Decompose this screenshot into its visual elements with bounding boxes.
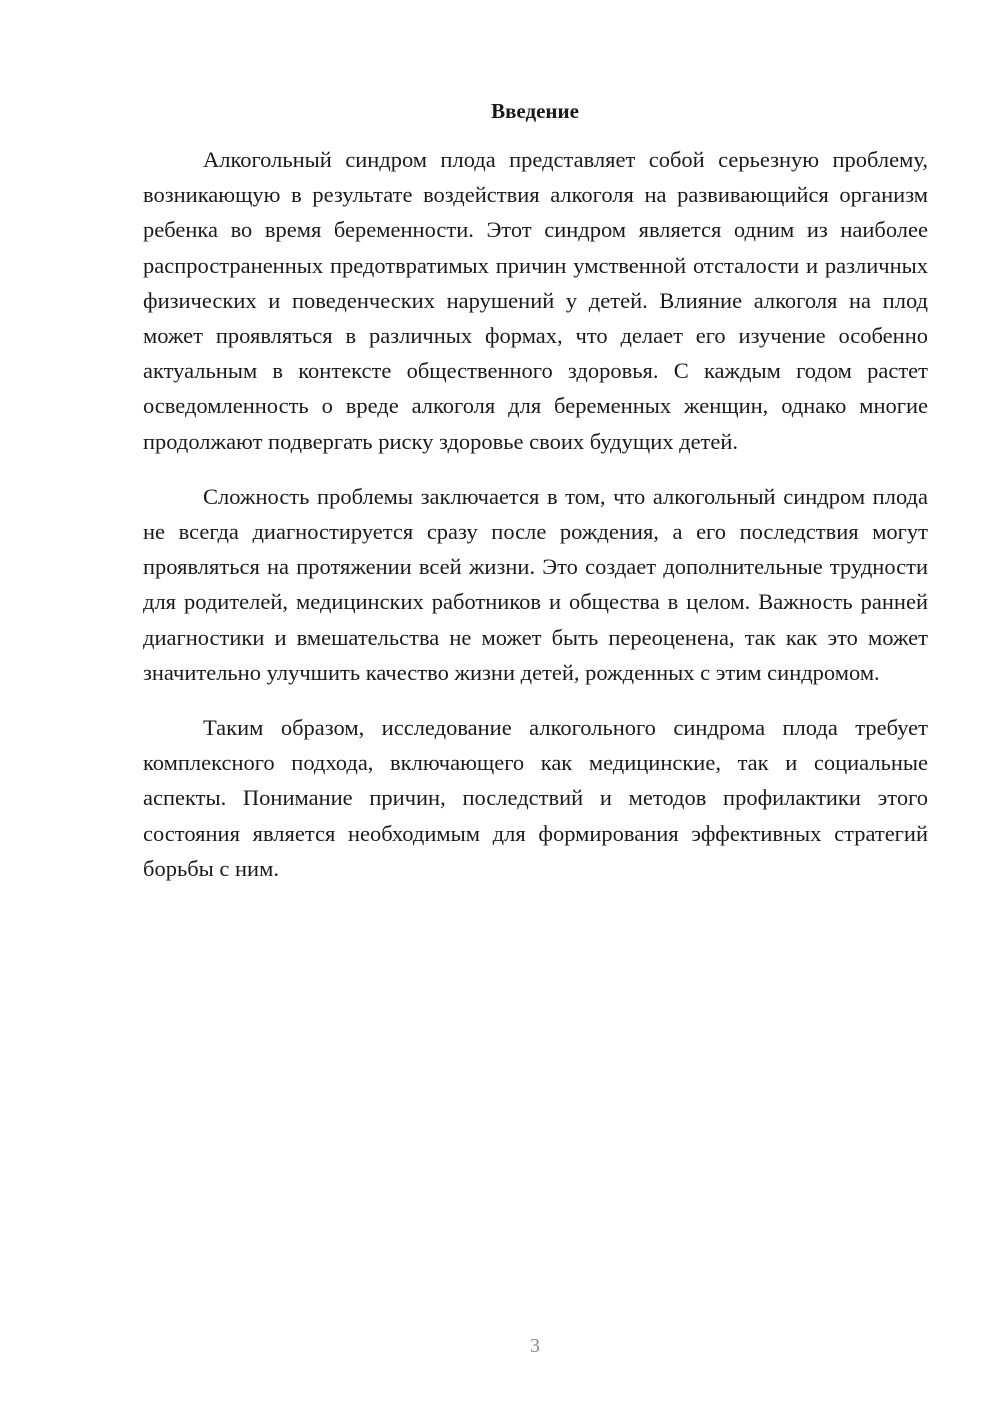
paragraph-3: Таким образом, исследование алкогольного синдрома плода требует комплексного подхода, включающего как медицинские, так и социальные аспекты. Понимание причин, последствий и методов профилактики этого состояния является необходимым для формирования эффективных стратегий борьбы с ним. bbox=[143, 715, 928, 881]
paragraph-1: Алкогольный синдром плода представляет собой серьезную проблему, возникающую в результате воздействия алкоголя на развивающийся организм ребенка во время беременности. Этот синдром является одним из наиболее распространенных предотвратимых причин умственной отсталости и различных физических и поведенческих нарушений у детей. Влияние алкоголя на плод может проявляться в различных формах, что делает его изучение особенно актуальным в контексте общественного здоровья. С каждым годом растет осведомленность о вреде алкоголя для беременных женщин, однако многие продолжают подвергать риску здоровье своих будущих детей. bbox=[143, 147, 928, 454]
page-number: 3 bbox=[530, 1335, 540, 1357]
page-title: Введение bbox=[491, 99, 579, 123]
document-body bbox=[143, 142, 928, 886]
paragraph-2: Сложность проблемы заключается в том, что алкогольный синдром плода не всегда диагностируется сразу после рождения, а его последствия могут проявляться на протяжении всей жизни. Это создает дополнительные трудности для родителей, медицинских работников и общества в целом. Важность ранней диагностики и вмешательства не может быть переоценена, так как это может значительно улучшить качество жизни детей, рожденных с этим синдромом. bbox=[143, 483, 928, 685]
